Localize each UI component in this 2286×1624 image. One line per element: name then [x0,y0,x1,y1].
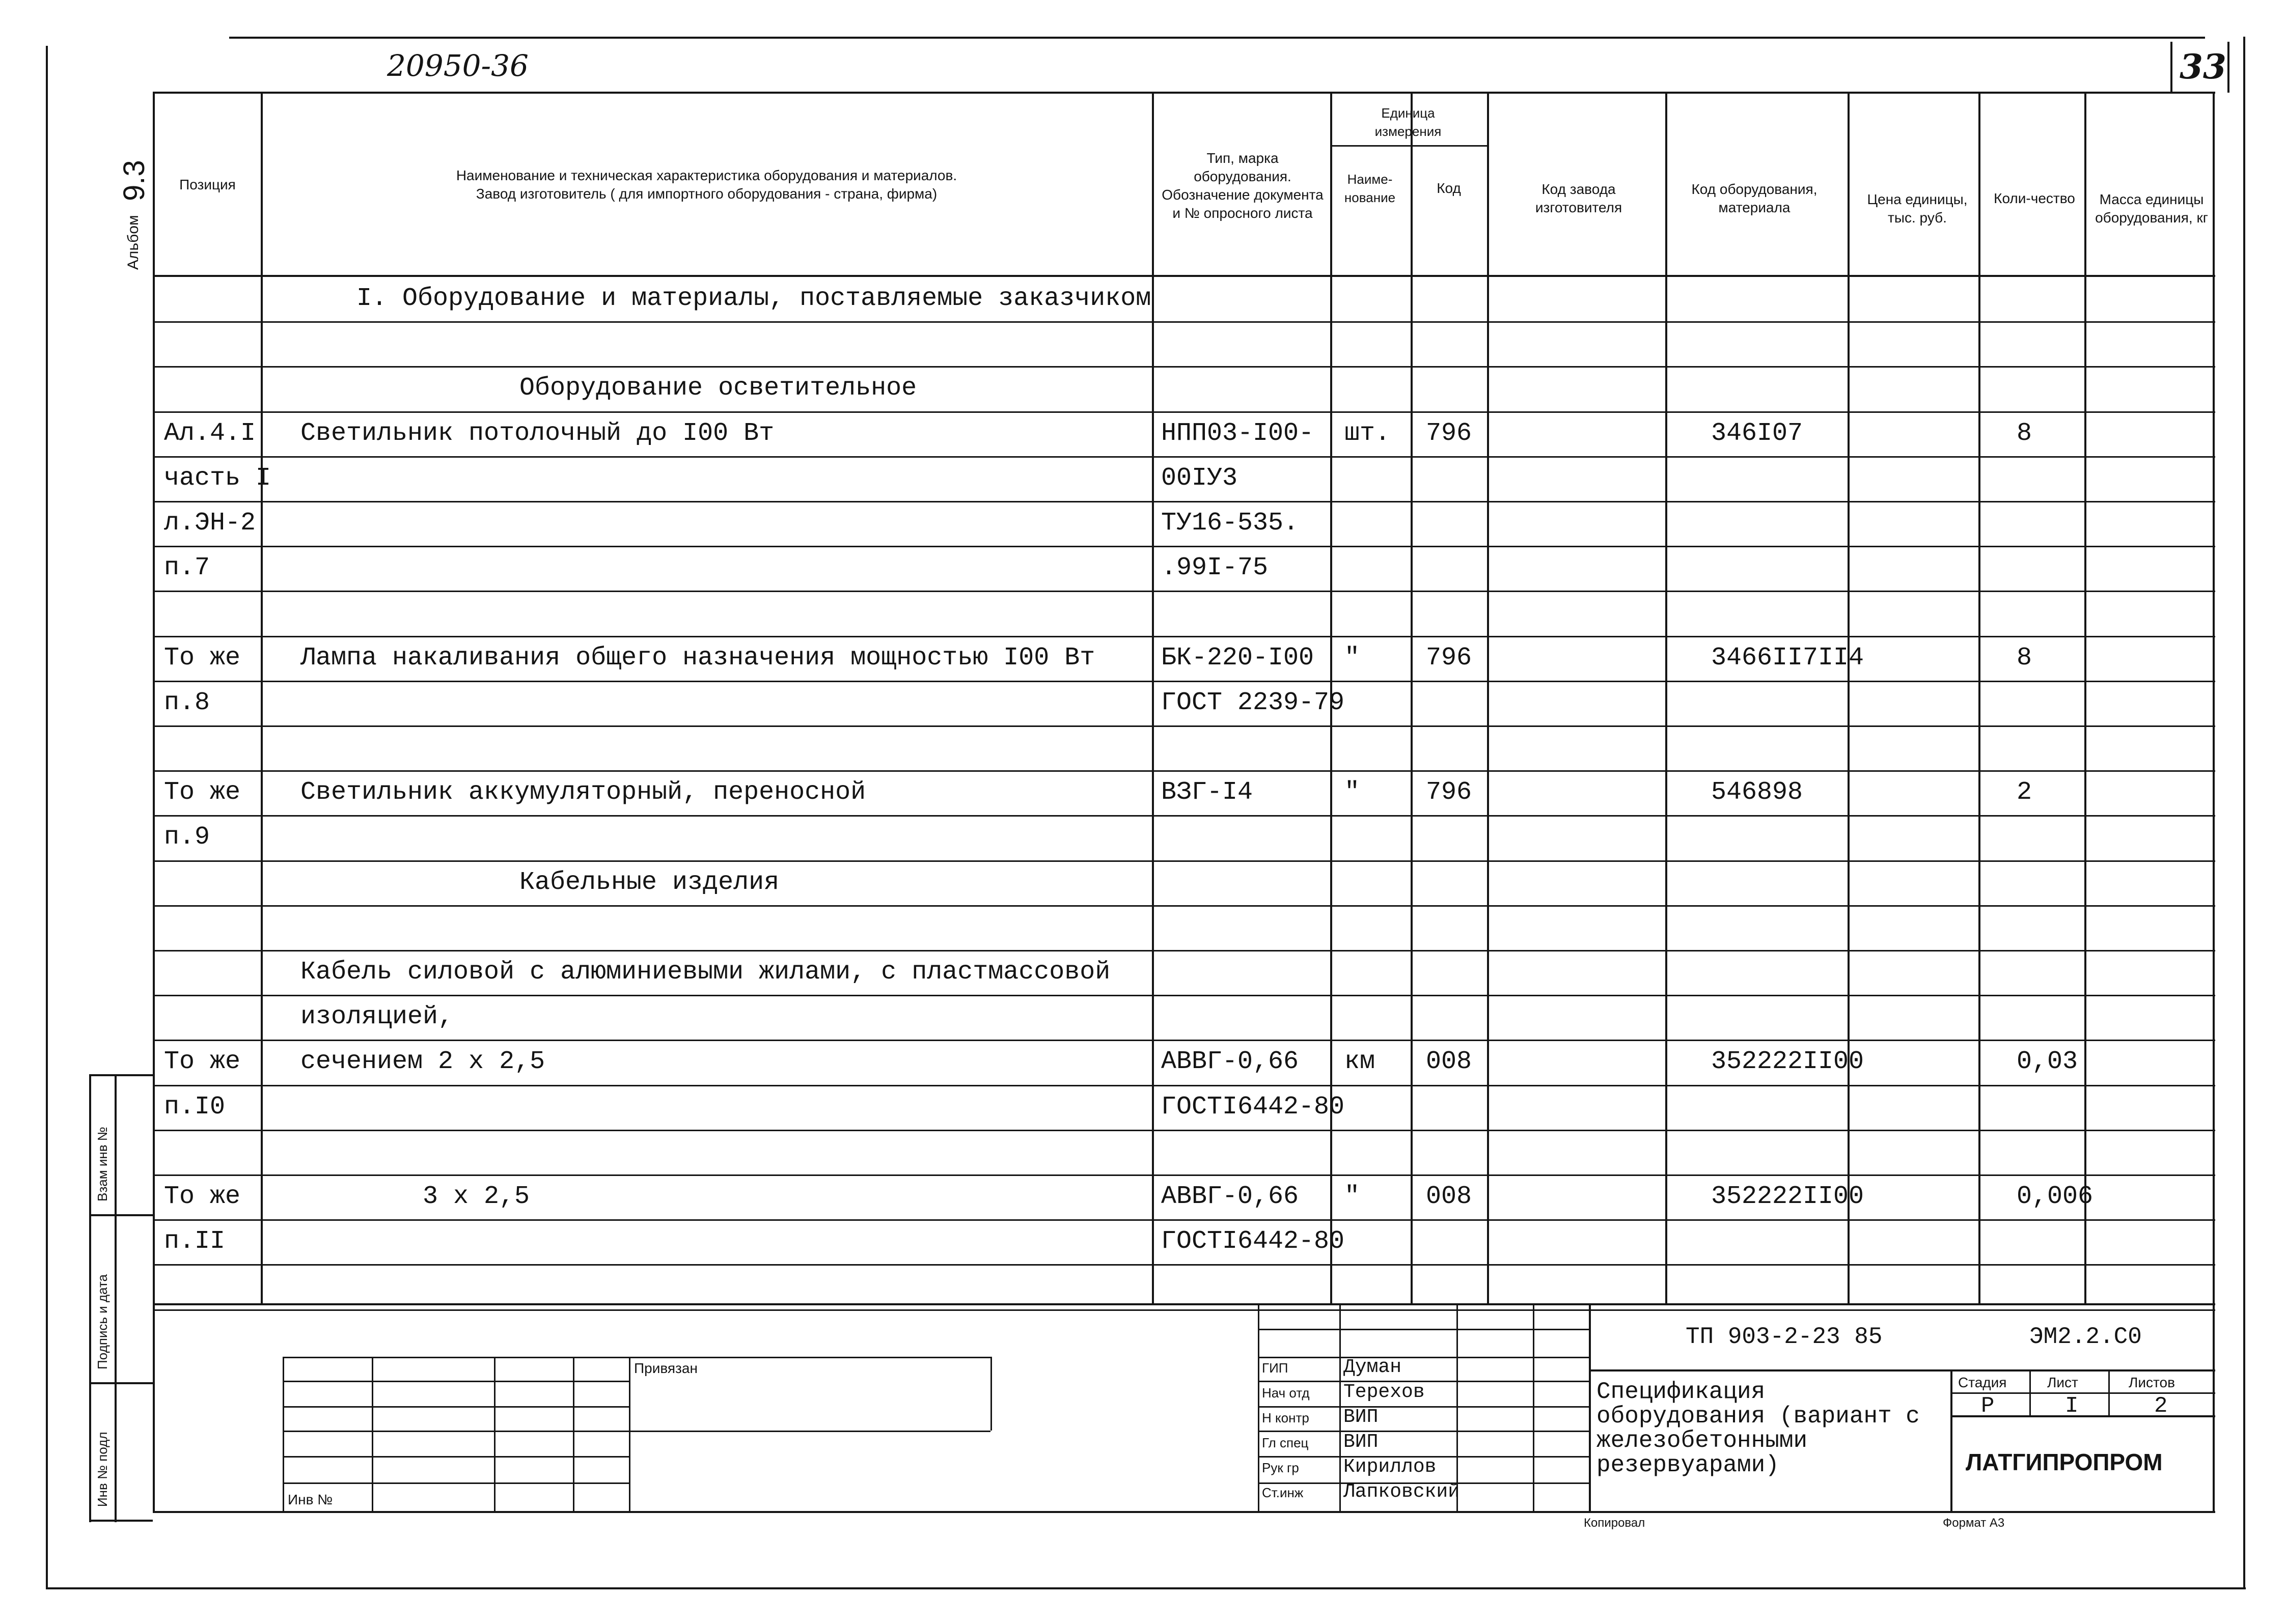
cell-code: 008 [1426,1047,1472,1077]
unit-header-line [1330,145,1489,147]
tb-stage-v1 [2029,1369,2031,1416]
table-row-line [153,1174,2215,1176]
tb-left [153,1303,155,1512]
cell-equip: 352222II00 [1711,1047,1864,1077]
sig-role: Ст.инж [1262,1485,1304,1500]
cell-qty: 8 [2017,418,2032,448]
header-maker-code: Код завода изготовителя [1535,181,1622,215]
format-label: Формат А3 [1943,1516,2005,1530]
page-number: 33 [2180,47,2226,87]
sheet-value: I [2065,1393,2079,1419]
cell-name: Оборудование осветительное [519,374,917,403]
priv-h1 [283,1381,629,1382]
cell-equip: 346I07 [1711,418,1803,448]
tb-right-v1 [1589,1303,1591,1512]
album-number: 9.3 [118,160,151,201]
table-row-line [153,1219,2215,1221]
priv-top [283,1357,990,1358]
cell-pos: часть I [164,463,271,493]
cell-type: .99I-75 [1161,553,1269,583]
sig-col-line [1339,1303,1341,1512]
cell-type: АВВГ-0,66 [1161,1182,1299,1211]
side-stamp-v1 [89,1074,91,1522]
tb-bottom [153,1511,2215,1513]
table-row-line [153,636,2215,637]
cell-unit: " [1344,643,1360,673]
cell-name: I. Оборудование и материалы, поставляемые заказчиком [356,284,1151,313]
table-row-line [153,1309,2215,1311]
table-row-line [153,411,2215,413]
cell-equip: 3466II7II4 [1711,643,1864,673]
table-row-line [153,1130,2215,1131]
header-unit: Единица измерения [1374,105,1442,139]
side-stamp-podpis: Подпись и дата [95,1274,110,1369]
cell-qty: 2 [2017,778,2032,807]
cell-code: 796 [1426,643,1472,673]
sig-role: Гл спец [1262,1435,1309,1450]
cell-name: 3 х 2,5 [423,1182,530,1211]
sig-col-line [1258,1303,1259,1512]
cell-type: НПП03-I00- [1161,418,1314,448]
header-name [262,97,1151,272]
table-row-line [153,950,2215,951]
table-col-line [1848,92,1850,1303]
header-equip-code: Код оборудования, материала [1691,181,1817,215]
priv-h4 [283,1456,629,1458]
cell-code: 008 [1426,1182,1472,1211]
cell-pos: п.II [164,1227,226,1256]
priv-v2 [372,1357,373,1512]
table-col-line [2213,92,2215,1303]
frame-left [46,46,48,1588]
sig-col-line [1533,1303,1534,1512]
cell-type: АВВГ-0,66 [1161,1047,1299,1077]
header-unit-code: Код [1437,180,1461,196]
cell-pos: п.8 [164,688,210,717]
header-position: Позиция [179,176,236,192]
cell-code: 796 [1426,778,1472,807]
cell-pos: То же [164,778,241,807]
table-col-line [1411,92,1413,1303]
sig-row-line [1258,1329,1589,1330]
header-price: Цена единицы, тыс. руб. [1867,191,1968,226]
cell-pos: п.7 [164,553,210,583]
cell-qty: 0,006 [2017,1182,2094,1211]
album-label: Альбом [125,215,142,270]
table-row-line [153,1040,2215,1041]
cell-unit: " [1344,1182,1360,1211]
header-mass: Масса единицы оборудования, кг [2095,191,2208,226]
header-bottom-line [153,275,2215,277]
table-row-line [153,770,2215,772]
table-row-line [153,321,2215,323]
sheet-label: Лист [2047,1375,2078,1390]
cell-name: Светильник потолочный до I00 Вт [300,418,775,448]
sig-role: Нач отд [1262,1385,1310,1401]
frame-right [2243,37,2245,1589]
tb-right-end [2213,1303,2215,1512]
cell-type: БК-220-I00 [1161,643,1314,673]
table-row-line [153,1085,2215,1086]
priv-h5 [283,1482,629,1484]
header-name-line1: Наименование и техническая характеристика оборудования и материалов. [456,167,957,183]
inv-no-label: Инв № [288,1492,333,1507]
sig-row-line [1258,1406,1589,1408]
cell-name: Кабельные изделия [519,867,780,897]
tb-right-v2 [1950,1369,1952,1512]
doc-number: 20950-36 [387,48,529,83]
table-row-line [153,725,2215,727]
cell-unit: " [1344,778,1360,807]
sig-name: ВИП [1343,1431,1379,1453]
priv-v1 [283,1357,284,1512]
cell-pos: п.9 [164,823,210,852]
side-stamp-h2 [89,1214,153,1216]
cell-equip: 352222II00 [1711,1182,1864,1211]
stage-label: Стадия [1958,1375,2007,1390]
side-stamp-h1 [89,1074,153,1076]
table-row-line [153,501,2215,502]
table-col-line [1665,92,1667,1303]
spec-title: Спецификация оборудования (вариант с железобетонными резервуарами) [1596,1379,1920,1478]
cell-type: ВЗГ-I4 [1161,778,1253,807]
cell-pos: л.ЭН-2 [164,509,256,538]
table-row-line [153,366,2215,368]
table-col-line [261,92,263,1303]
cell-pos: То же [164,1047,241,1077]
org-name: ЛАТГИПРОПРОМ [1966,1449,2163,1475]
side-stamp-inv: Инв № подл [95,1432,110,1507]
table-row-line [153,591,2215,592]
cell-pos: То же [164,643,241,673]
table-row-line [153,815,2215,817]
header-line [153,92,2215,94]
sig-name: Кириллов [1343,1456,1437,1478]
table-col-line [153,92,155,1303]
copied-label: Копировал [1584,1516,1645,1530]
table-row-line [153,681,2215,682]
priv-v6 [990,1357,992,1431]
sig-role: Н контр [1262,1410,1309,1425]
cell-name: Светильник аккумуляторный, переносной [300,778,866,807]
priv-v3 [494,1357,495,1512]
side-stamp-v2 [115,1074,117,1522]
priv-h3 [283,1431,990,1432]
header-name-line2: Завод изготовитель ( для импортного оборудования - страна, фирма) [476,185,938,202]
table-row-line [153,546,2215,547]
side-stamp-h4 [89,1520,153,1522]
sig-name: Думан [1343,1356,1402,1378]
header-unit-name: Наиме-нование [1344,172,1396,205]
sig-role: ГИП [1262,1360,1288,1376]
cell-pos: То же [164,1182,241,1211]
table-row-line [153,860,2215,862]
sig-name: ВИП [1343,1406,1379,1428]
cell-code: 796 [1426,418,1472,448]
sig-name: Терехов [1343,1381,1425,1403]
priv-v5 [629,1357,630,1512]
cell-qty: 0,03 [2017,1047,2078,1077]
cell-type: ГОСТI6442-80 [1161,1227,1345,1256]
tb-stage-v2 [2108,1369,2110,1416]
sheets-value: 2 [2154,1393,2168,1419]
table-col-line [1487,92,1489,1303]
sheets-label: Листов [2129,1375,2175,1390]
cell-unit: км [1344,1047,1375,1077]
table-row-line [153,995,2215,996]
sig-row-line [1258,1357,1589,1358]
cell-type: 00IУ3 [1161,463,1238,493]
cell-name: Лампа накаливания общего назначения мощностью I00 Вт [300,643,1095,673]
cell-unit: шт. [1344,418,1391,448]
sig-role: Рук гр [1262,1460,1299,1475]
sig-row-line [1258,1431,1589,1432]
frame-bottom [46,1587,2246,1589]
header-qty: Коли-чество [1994,190,2075,206]
priv-h2 [283,1406,629,1408]
cell-name: изоляцией, [300,1002,454,1032]
tb-right-h1 [1589,1369,2215,1371]
cell-type: ГОСТI6442-80 [1161,1092,1345,1122]
cell-name: сечением 2 х 2,5 [300,1047,545,1077]
sig-name: Лапковский [1343,1481,1460,1503]
priv-v4 [573,1357,574,1512]
stage-value: Р [1981,1393,1995,1419]
table-row-line [153,905,2215,907]
sheet-code: ЭМ2.2.С0 [2029,1324,2142,1350]
cell-pos: п.I0 [164,1092,226,1122]
cell-type: ГОСТ 2239-79 [1161,688,1345,717]
table-row-line [153,1264,2215,1266]
table-col-line [2084,92,2086,1303]
project-code: ТП 903-2-23 85 [1686,1324,1883,1350]
table-row-line [153,456,2215,458]
tb-top [153,1303,2215,1305]
cell-name: Кабель силовой с алюминиевыми жилами, с пластмассовой [300,958,1111,987]
table-col-line [1152,92,1154,1303]
side-stamp-h3 [89,1382,153,1384]
cell-pos: Ал.4.I [164,418,256,448]
frame-top [229,37,2205,39]
privyazan-label: Привязан [634,1360,698,1376]
header-type: Тип, марка оборудования. Обозначение документа и № опросного листа [1162,150,1324,221]
side-stamp-vzam: Взам инв № [95,1127,110,1201]
cell-type: ТУ16-535. [1161,509,1299,538]
cell-qty: 8 [2017,643,2032,673]
table-col-line [1978,92,1980,1303]
cell-equip: 546898 [1711,778,1803,807]
